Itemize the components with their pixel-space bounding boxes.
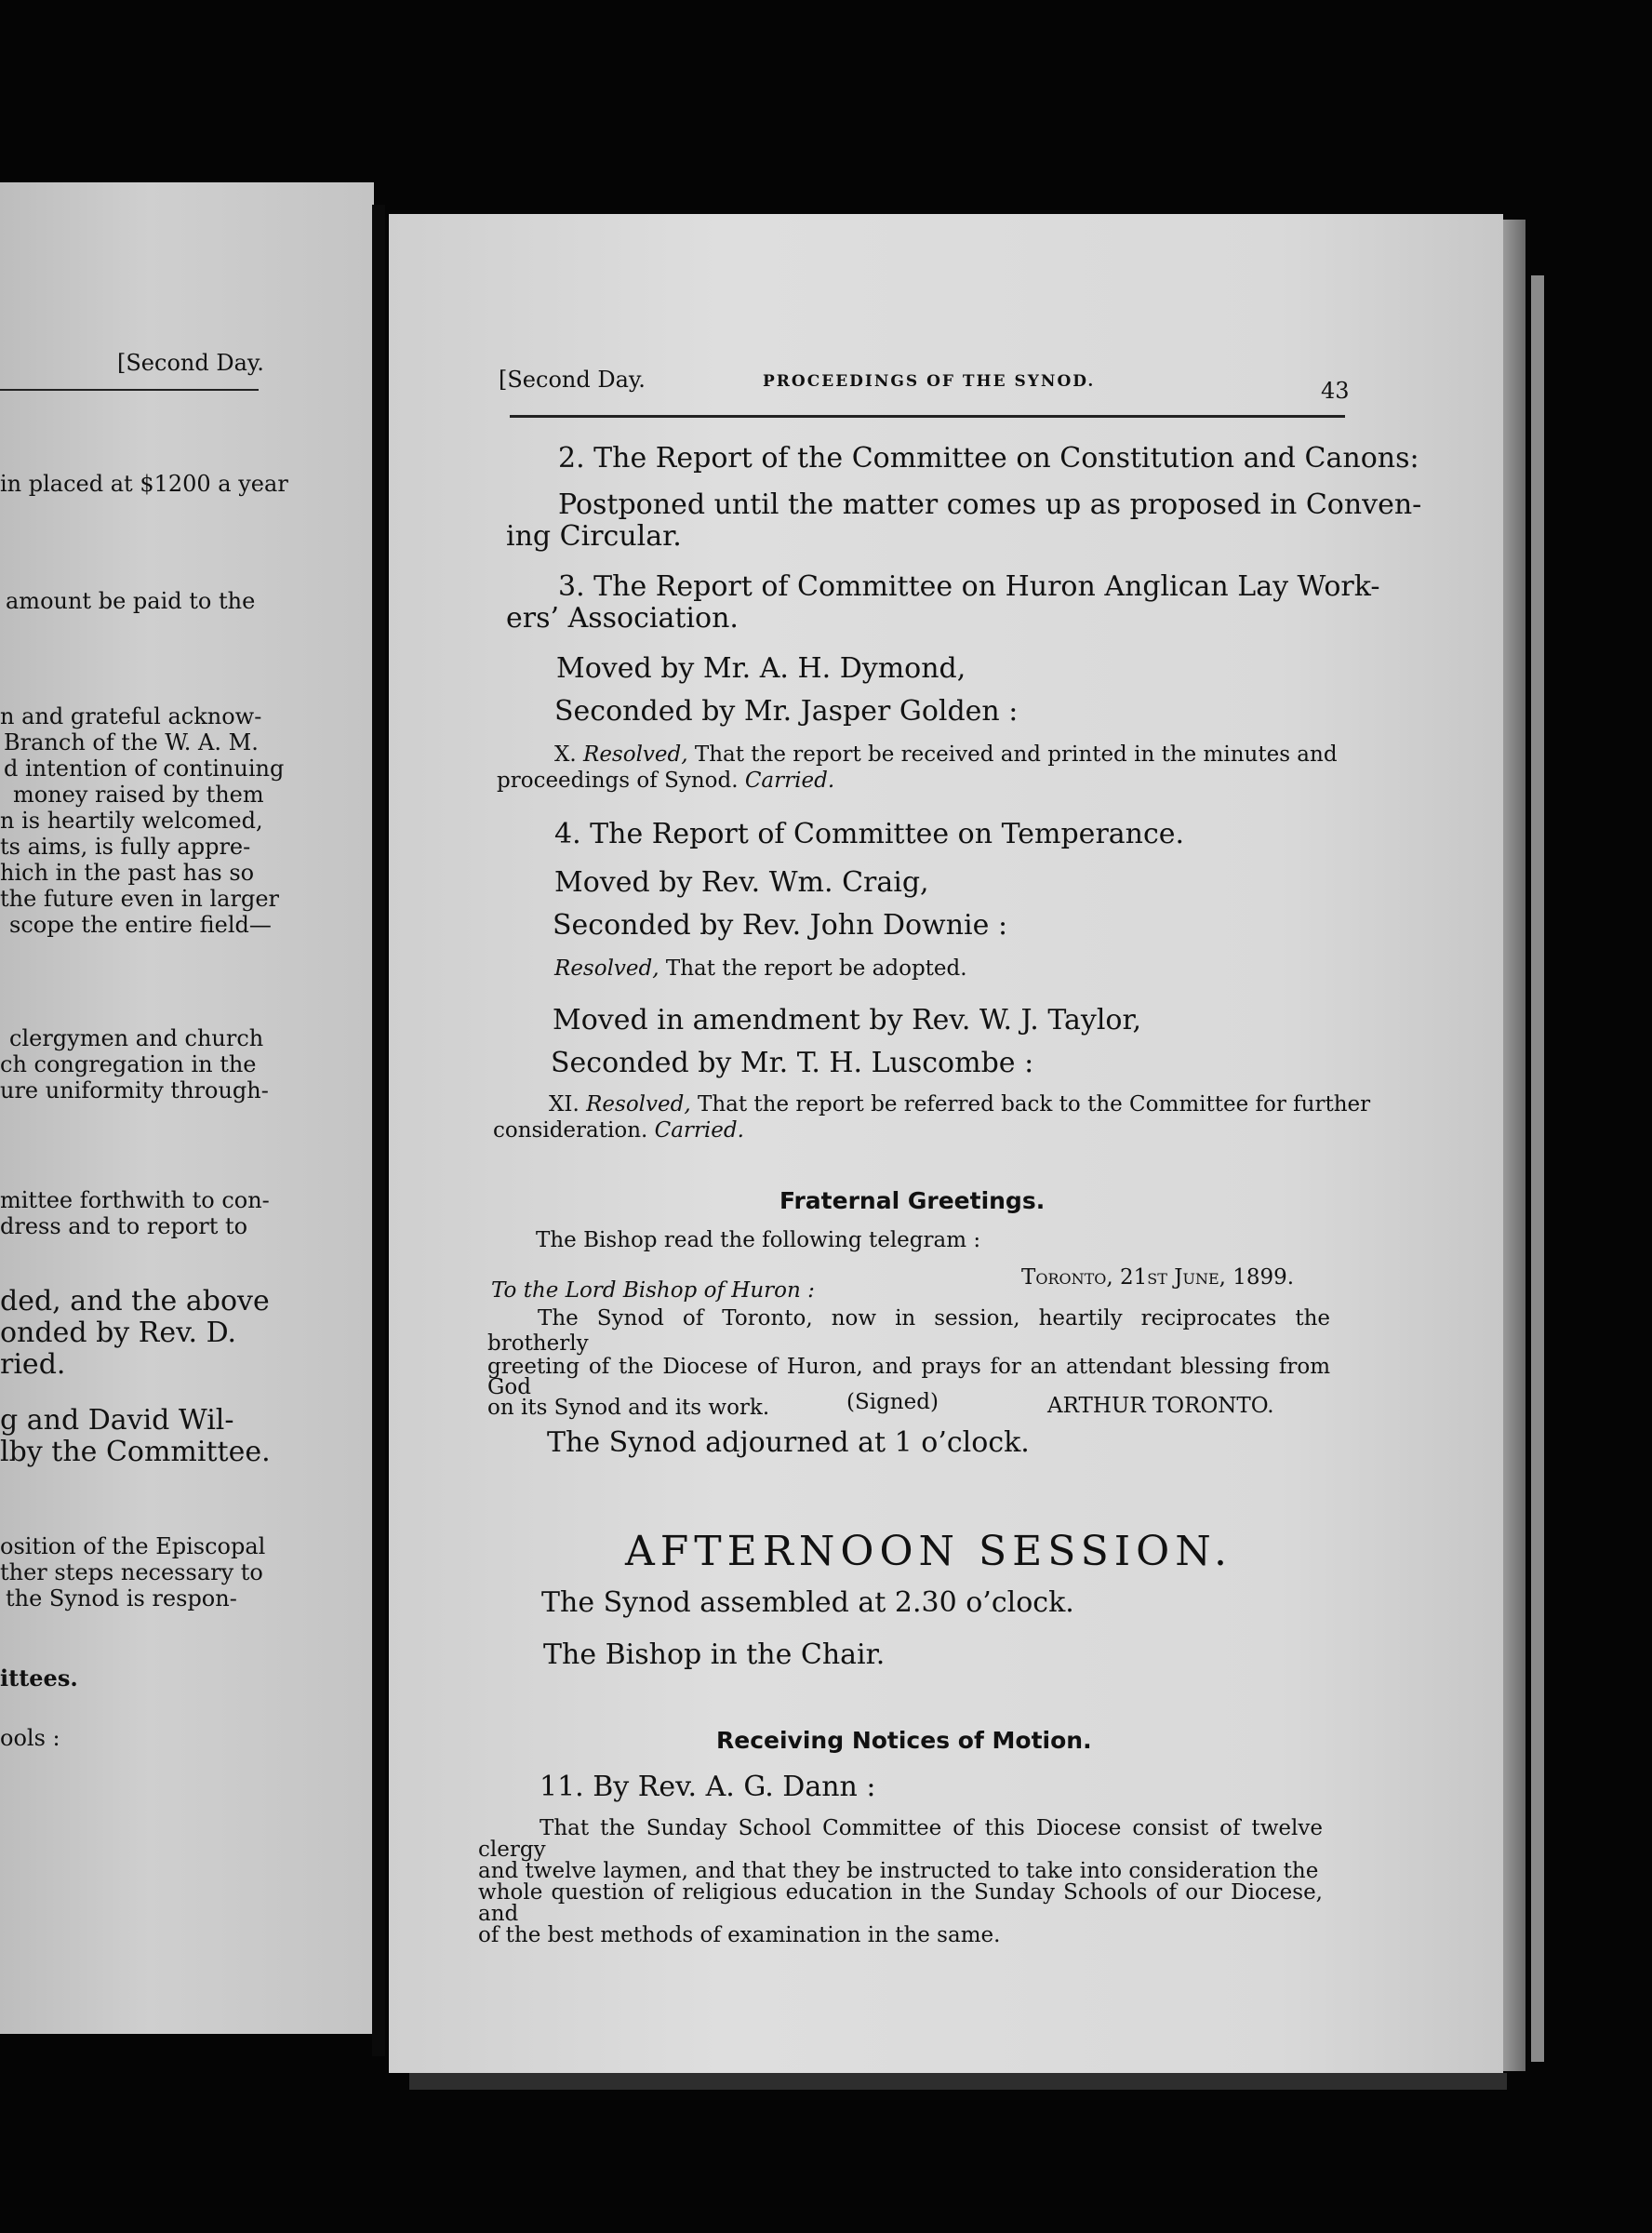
- signed-label: (Signed): [846, 1390, 939, 1414]
- resolution-text: That the report be referred back to the Committee for further: [697, 1092, 1371, 1116]
- left-line: scope the entire field—: [9, 912, 272, 938]
- telegram-dateline: Toronto, 21st June, 1899.: [1021, 1265, 1295, 1290]
- left-line: g and David Wil-: [0, 1404, 234, 1437]
- left-line: ded, and the above: [0, 1285, 270, 1317]
- telegram-line: The Synod of Toronto, now in session, heartily reciprocates the brotherly: [487, 1306, 1330, 1356]
- item-4-title: 4. The Report of Committee on Temperance.: [554, 818, 1185, 850]
- motion-line: That the Sunday School Committee of this Diocese consist of twelve clergy: [478, 1816, 1323, 1862]
- resolution-10: [554, 744, 1338, 766]
- resolved-word: Resolved,: [554, 956, 659, 981]
- left-header: [Second Day.: [117, 350, 264, 376]
- item-4-amendment: Moved in amendment by Rev. W. J. Taylor,: [553, 1004, 1142, 1036]
- telegram-salutation: To the Lord Bishop of Huron :: [491, 1278, 815, 1303]
- notice-motion-text: [478, 1818, 1323, 1946]
- resolution-number: XI.: [549, 1092, 580, 1116]
- left-line: n and grateful acknow-: [0, 703, 262, 729]
- page-edge: [1503, 220, 1525, 2071]
- item-3-seconded: Seconded by Mr. Jasper Golden :: [554, 695, 1019, 728]
- motion-line: and twelve laymen, and that they be instructed to take into consideration the: [478, 1859, 1319, 1883]
- resolution-11-line2: [493, 1120, 744, 1142]
- signature: ARTHUR TORONTO.: [1047, 1394, 1274, 1418]
- page-bottom-edge: [409, 2073, 1507, 2090]
- motion-line: whole question of religious education in the Sunday Schools of our Diocese, and: [478, 1880, 1323, 1926]
- left-line: ch congregation in the: [0, 1051, 257, 1077]
- page-number: 43: [1321, 378, 1350, 404]
- notice-item-11: 11. By Rev. A. G. Dann :: [540, 1771, 876, 1803]
- item-2-title: 2. The Report of the Committee on Constitution and Canons:: [558, 442, 1419, 475]
- resolution-text: That the report be adopted.: [665, 956, 967, 981]
- item-3-title: 3. The Report of Committee on Huron Anglican Lay Work-: [558, 570, 1380, 603]
- running-head-left: [Second Day.: [499, 367, 646, 393]
- left-line: mittee forthwith to con-: [0, 1187, 270, 1213]
- left-line: ure uniformity through-: [0, 1077, 269, 1103]
- telegram-intro: The Bishop read the following telegram :: [536, 1228, 981, 1252]
- resolution-number: X.: [554, 742, 577, 767]
- motion-line: of the best methods of examination in the same.: [478, 1923, 1001, 1947]
- header-rule: [510, 415, 1345, 418]
- left-line: the Synod is respon-: [6, 1585, 237, 1611]
- resolved-word: Resolved,: [583, 742, 688, 767]
- left-line: Branch of the W. A. M.: [4, 729, 259, 755]
- carried-label: Carried.: [654, 1118, 744, 1143]
- carried-label: Carried.: [744, 769, 835, 793]
- left-line: ools :: [0, 1725, 60, 1751]
- resolution-adopted: [554, 958, 967, 980]
- telegram-line: greeting of the Diocese of Huron, and prays for an attendant blessing from God: [487, 1355, 1330, 1399]
- left-line: ts aims, is fully appre-: [0, 834, 251, 860]
- left-page: [0, 182, 374, 2034]
- left-line: in placed at $1200 a year: [0, 471, 288, 497]
- notices-heading: Receiving Notices of Motion.: [716, 1727, 1092, 1754]
- chair-line: The Bishop in the Chair.: [543, 1638, 886, 1671]
- book-gutter: [372, 205, 385, 2056]
- left-header-rule: [0, 389, 259, 391]
- running-head-title: PROCEEDINGS OF THE SYNOD.: [763, 372, 1096, 391]
- left-line: ittees.: [0, 1665, 78, 1691]
- left-line: ther steps necessary to: [0, 1559, 263, 1585]
- resolution-text: consideration.: [493, 1118, 648, 1143]
- adjourned-line: The Synod adjourned at 1 o’clock.: [547, 1426, 1030, 1459]
- resolution-text: That the report be received and printed in the minutes and: [694, 742, 1338, 767]
- left-line: amount be paid to the: [6, 588, 256, 614]
- telegram-line: on its Synod and its work.: [487, 1396, 770, 1420]
- item-4-amend-seconded: Seconded by Mr. T. H. Luscombe :: [551, 1047, 1034, 1079]
- resolved-word: Resolved,: [586, 1092, 691, 1116]
- left-line: money raised by them: [13, 782, 264, 808]
- item-4-moved: Moved by Rev. Wm. Craig,: [554, 866, 929, 899]
- left-line: hich in the past has so: [0, 860, 255, 886]
- left-line: the future even in larger: [0, 886, 279, 912]
- left-line: osition of the Episcopal: [0, 1533, 266, 1559]
- item-3-moved: Moved by Mr. A. H. Dymond,: [556, 652, 966, 685]
- left-line: onded by Rev. D.: [0, 1317, 237, 1349]
- resolution-11: [549, 1094, 1370, 1116]
- fraternal-greetings-heading: Fraternal Greetings.: [779, 1187, 1046, 1214]
- left-line: n is heartily welcomed,: [0, 808, 263, 834]
- item-3-title: ers’ Association.: [506, 602, 739, 635]
- resolution-text: proceedings of Synod.: [497, 769, 739, 793]
- left-line: dress and to report to: [0, 1213, 248, 1239]
- resolution-10-line2: [497, 770, 834, 792]
- assembled-line: The Synod assembled at 2.30 o’clock.: [541, 1586, 1074, 1619]
- item-4-seconded: Seconded by Rev. John Downie :: [553, 909, 1008, 942]
- left-line: d intention of continuing: [4, 755, 285, 782]
- left-line: lby the Committee.: [0, 1436, 271, 1468]
- afternoon-session-heading: AFTERNOON SESSION.: [625, 1528, 1232, 1575]
- page-edge-inner: [1531, 275, 1544, 2062]
- item-2-body: Postponed until the matter comes up as proposed in Conven-: [558, 488, 1422, 521]
- left-line: clergymen and church: [9, 1025, 264, 1051]
- left-line: ried.: [0, 1348, 66, 1381]
- item-2-body: ing Circular.: [506, 520, 682, 553]
